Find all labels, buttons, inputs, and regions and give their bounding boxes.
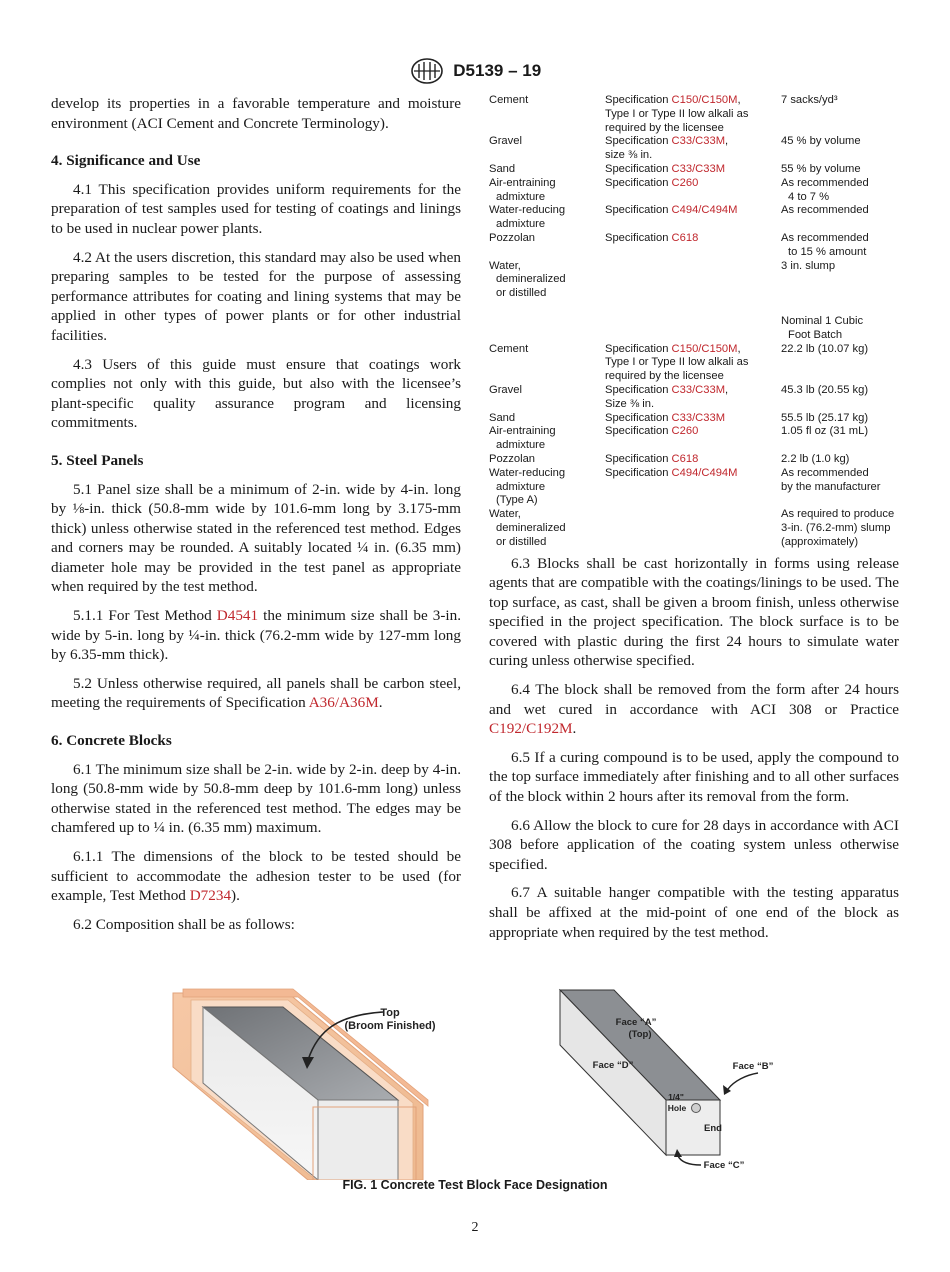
material-text: Water, bbox=[489, 508, 521, 521]
spec-prefix: Specification bbox=[605, 135, 672, 148]
material-text: Pozzolan bbox=[489, 231, 536, 244]
material-cell bbox=[489, 204, 605, 232]
link-d7234[interactable]: D7234 bbox=[189, 887, 232, 905]
top-label: Top bbox=[380, 1007, 400, 1019]
amount-text: As recommended bbox=[781, 204, 869, 217]
material-text: Cement bbox=[489, 342, 529, 355]
paragraph-6-2: 6.2 Composition shall be as follows: bbox=[73, 915, 295, 933]
paragraph-text: 6.1.1 The dimensions of the block to be tested should be sufficient to accommodate the adhesion tester to be used (for example, Test Method bbox=[51, 848, 461, 905]
material-cell bbox=[489, 135, 605, 163]
spec-link[interactable]: C618 bbox=[671, 231, 699, 244]
amount-text: 45.3 lb (20.55 kg) bbox=[781, 383, 869, 396]
spec-prefix: Specification bbox=[605, 466, 672, 479]
spec-detail: Type I or Type II low alkali as bbox=[605, 356, 749, 369]
left-column bbox=[51, 94, 461, 943]
paragraph-6-1-1 bbox=[51, 847, 461, 906]
face-b-label: Face “B” bbox=[732, 1061, 774, 1072]
material-cell bbox=[489, 260, 605, 301]
spec-link[interactable]: C494/C494M bbox=[671, 466, 738, 479]
amount-text: 55 % by volume bbox=[781, 162, 861, 175]
material-text: Water-reducing bbox=[489, 204, 566, 217]
material-text: Cement bbox=[489, 94, 529, 106]
table-row bbox=[489, 135, 899, 163]
amount-cell bbox=[781, 343, 899, 384]
table-spacer bbox=[489, 301, 899, 315]
composition-table bbox=[489, 94, 899, 550]
paragraph-5-2 bbox=[51, 674, 461, 713]
material-cell bbox=[489, 343, 605, 384]
specification-cell bbox=[605, 163, 781, 177]
paragraph-text: . bbox=[378, 694, 383, 712]
spec-detail: required by the licensee bbox=[605, 121, 724, 134]
spec-detail: Type I or Type II low alkali as bbox=[605, 107, 749, 120]
hole-label: Hole bbox=[667, 1103, 687, 1113]
amount-cell bbox=[781, 453, 899, 467]
figure-1 bbox=[168, 985, 788, 1180]
specification-cell bbox=[605, 94, 781, 135]
paragraph-4-3: 4.3 Users of this guide must ensure that coatings work complies not only with this guide, but also with the licensee’s plant-specific quality assurance program and licensing commitments. bbox=[51, 355, 461, 432]
page-header bbox=[0, 56, 950, 86]
material-cell bbox=[489, 412, 605, 426]
material-text: Water, bbox=[489, 259, 521, 272]
block-face-diagram bbox=[560, 990, 774, 1171]
paragraph-text: . bbox=[572, 720, 577, 738]
spec-suffix: , bbox=[737, 342, 741, 355]
spec-suffix: , bbox=[737, 94, 741, 106]
amount-text: Nominal 1 Cubic bbox=[781, 314, 864, 327]
paragraph-6-3: 6.3 Blocks shall be cast horizontally in forms using release agents that are compatible with the coatings/linings to be used. The top surface, as cast, shall be given a broom finish, unless otherwise specified in the project specification. The block surface is to be covered with plastic during the first 24 hours to simulate water curing unless otherwise specified. bbox=[489, 554, 899, 670]
spec-prefix: Specification bbox=[605, 176, 672, 189]
form-with-block bbox=[173, 989, 436, 1180]
amount-cell bbox=[781, 163, 899, 177]
hole-size-label: 1/4" bbox=[668, 1092, 684, 1102]
specification-cell bbox=[605, 425, 781, 453]
amount-cell bbox=[781, 177, 899, 205]
table-row bbox=[489, 204, 899, 232]
material-text: or distilled bbox=[496, 287, 547, 300]
amount-cell bbox=[781, 135, 899, 163]
spec-detail: required by the licensee bbox=[605, 370, 724, 383]
paragraph-text: 5.2 Unless otherwise required, all panels shall be carbon steel, meeting the requirements of Specification bbox=[51, 674, 461, 712]
table-row bbox=[489, 508, 899, 549]
spec-prefix: Specification bbox=[605, 452, 672, 465]
standard-designation: D5139 – 19 bbox=[453, 61, 542, 80]
table-row bbox=[489, 163, 899, 177]
material-cell bbox=[489, 315, 605, 343]
amount-cell bbox=[781, 204, 899, 232]
astm-logo-icon bbox=[409, 56, 445, 86]
amount-text: 7 sacks/yd³ bbox=[781, 94, 838, 106]
face-a-label: Face “A” bbox=[615, 1017, 657, 1028]
material-text: Sand bbox=[489, 162, 516, 175]
spec-detail: size ⅜ in. bbox=[605, 149, 653, 162]
material-text: or distilled bbox=[496, 535, 547, 548]
amount-text: 45 % by volume bbox=[781, 135, 861, 148]
spec-prefix: Specification bbox=[605, 94, 672, 106]
material-text: Gravel bbox=[489, 383, 522, 396]
material-text: Gravel bbox=[489, 135, 522, 148]
paragraph-text: ). bbox=[231, 887, 240, 905]
table-row bbox=[489, 384, 899, 412]
paragraph-text: 6.4 The block shall be removed from the form after 24 hours and wet cured in accordance with ACI 308 or Practice bbox=[489, 681, 899, 718]
table-row bbox=[489, 177, 899, 205]
paragraph-text: the minimum size shall be 3-in. wide by 5-in. long by ¼-in. thick (76.2-mm wide by 127-mm long by 6.35-mm thick). bbox=[51, 607, 462, 664]
spec-suffix: , bbox=[725, 383, 729, 396]
section-4-heading: 4. Significance and Use bbox=[51, 152, 201, 170]
specification-cell bbox=[605, 232, 781, 260]
table-row bbox=[489, 425, 899, 453]
amount-text: Foot Batch bbox=[788, 328, 843, 341]
spec-link[interactable]: C494/C494M bbox=[671, 204, 738, 217]
figure-1-illustration bbox=[168, 985, 788, 1180]
specification-cell bbox=[605, 508, 781, 549]
amount-text: 55.5 lb (25.17 kg) bbox=[781, 411, 869, 424]
amount-cell bbox=[781, 315, 899, 343]
amount-text: 3-in. (76.2-mm) slump bbox=[781, 521, 891, 534]
amount-text: 3 in. slump bbox=[781, 259, 836, 272]
amount-cell bbox=[781, 508, 899, 549]
material-cell bbox=[489, 177, 605, 205]
spec-suffix: , bbox=[725, 135, 729, 148]
spec-link[interactable]: C33/C33M bbox=[671, 383, 726, 396]
paragraph-continuation: develop its properties in a favorable temperature and moisture environment (ACI Cement and Concrete Terminology). bbox=[51, 95, 461, 132]
end-label: End bbox=[704, 1123, 722, 1134]
link-d4541[interactable]: D4541 bbox=[216, 607, 259, 625]
material-cell bbox=[489, 384, 605, 412]
material-text: Pozzolan bbox=[489, 452, 536, 465]
material-text: Sand bbox=[489, 411, 516, 424]
material-text: admixture bbox=[496, 218, 546, 231]
material-cell bbox=[489, 163, 605, 177]
amount-cell bbox=[781, 412, 899, 426]
spec-detail: Size ⅜ in. bbox=[605, 397, 655, 410]
face-a-top-label: (Top) bbox=[628, 1029, 652, 1040]
amount-text: 22.2 lb (10.07 kg) bbox=[781, 342, 869, 355]
broom-finished-label: (Broom Finished) bbox=[344, 1020, 436, 1032]
amount-text: As required to produce bbox=[781, 508, 895, 521]
material-text: admixture bbox=[496, 190, 546, 203]
face-d-label: Face “D” bbox=[592, 1060, 634, 1071]
spec-prefix: Specification bbox=[605, 162, 672, 175]
spec-prefix: Specification bbox=[605, 425, 672, 438]
section-5-heading: 5. Steel Panels bbox=[51, 451, 144, 469]
paragraph-6-1: 6.1 The minimum size shall be 2-in. wide by 2-in. deep by 4-in. long (50.8-mm wide by 50.8-mm deep by 101.6-mm long) unless otherwise stated in the referenced test method. The edges may be chamfered up to ¼ in. (6.35 mm) maximum. bbox=[51, 760, 461, 837]
specification-cell bbox=[605, 204, 781, 232]
spec-link[interactable]: C33/C33M bbox=[671, 135, 726, 148]
amount-text: by the manufacturer bbox=[781, 480, 881, 493]
paragraph-4-1: 4.1 This specification provides uniform requirements for the preparation of test samples used for testing of coatings and linings to be used in nuclear power plants. bbox=[51, 180, 461, 237]
table-row bbox=[489, 315, 899, 343]
paragraph-6-5: 6.5 If a curing compound is to be used, apply the compound to the top surface immediately after finishing and to all other surfaces of the block within 2 hours after its removal from the form. bbox=[489, 748, 899, 806]
material-text: Air-entraining bbox=[489, 176, 556, 189]
material-cell bbox=[489, 94, 605, 135]
amount-text: 4 to 7 % bbox=[788, 190, 830, 203]
table-row bbox=[489, 412, 899, 426]
amount-cell bbox=[781, 94, 899, 135]
material-cell bbox=[489, 508, 605, 549]
material-cell bbox=[489, 232, 605, 260]
specification-cell bbox=[605, 315, 781, 343]
spec-link[interactable]: C618 bbox=[671, 452, 699, 465]
page-number: 2 bbox=[471, 1220, 479, 1235]
amount-cell bbox=[781, 467, 899, 508]
amount-text: As recommended bbox=[781, 231, 869, 244]
material-text: (Type A) bbox=[496, 494, 538, 507]
material-text: demineralized bbox=[496, 273, 566, 286]
specification-cell bbox=[605, 135, 781, 163]
material-text: admixture bbox=[496, 439, 546, 452]
spec-prefix: Specification bbox=[605, 342, 672, 355]
specification-cell bbox=[605, 260, 781, 301]
material-cell bbox=[489, 453, 605, 467]
spec-prefix: Specification bbox=[605, 231, 672, 244]
paragraph-4-2: 4.2 At the users discretion, this standard may also be used when preparing samples to be tested for the purpose of assessing performance attributes for coating and lining systems that may be applied in other types of power plants or for other industrial facilities. bbox=[51, 248, 461, 344]
spec-prefix: Specification bbox=[605, 411, 672, 424]
amount-text: 2.2 lb (1.0 kg) bbox=[781, 452, 850, 465]
material-text: Water-reducing bbox=[489, 466, 566, 479]
specification-cell bbox=[605, 177, 781, 205]
figure-caption: FIG. 1 Concrete Test Block Face Designation bbox=[342, 1178, 608, 1192]
specification-cell bbox=[605, 343, 781, 384]
material-cell bbox=[489, 467, 605, 508]
material-text: Air-entraining bbox=[489, 425, 556, 438]
amount-text: As recommended bbox=[781, 466, 869, 479]
amount-cell bbox=[781, 384, 899, 412]
specification-cell bbox=[605, 453, 781, 467]
spec-link[interactable]: C260 bbox=[671, 425, 699, 438]
spec-link[interactable]: C150/C150M bbox=[671, 94, 738, 106]
paragraph-6-7: 6.7 A suitable hanger compatible with the testing apparatus shall be affixed at the mid-point of one end of the block as appropriate when required by the test method. bbox=[489, 884, 899, 941]
link-c192[interactable]: C192/C192M bbox=[489, 720, 573, 738]
amount-text: 1.05 fl oz (31 mL) bbox=[781, 425, 869, 438]
amount-text: to 15 % amount bbox=[788, 245, 867, 258]
spec-link[interactable]: C33/C33M bbox=[671, 411, 726, 424]
amount-text: (approximately) bbox=[781, 535, 859, 548]
table-row bbox=[489, 94, 899, 135]
specification-cell bbox=[605, 384, 781, 412]
paragraph-5-1: 5.1 Panel size shall be a minimum of 2-in. wide by 4-in. long by ⅛-in. thick (50.8-mm wide by 101.6-mm long by 3.175-mm thick) unless otherwise stated in the referenced test method. Edges and corners may be rounded. A suitably located ¼ in. (6.35 mm) diameter hole may be provided in the test panel as appropriate when required by the test method. bbox=[51, 480, 461, 596]
spec-link[interactable]: C260 bbox=[671, 176, 699, 189]
amount-cell bbox=[781, 232, 899, 260]
table-row bbox=[489, 467, 899, 508]
paragraph-6-6: 6.6 Allow the block to cure for 28 days in accordance with ACI 308 before application of the coating system unless otherwise specified. bbox=[489, 816, 899, 873]
spec-link[interactable]: C150/C150M bbox=[671, 342, 738, 355]
spec-prefix: Specification bbox=[605, 383, 672, 396]
right-column bbox=[489, 94, 899, 951]
link-a36[interactable]: A36/A36M bbox=[308, 694, 379, 712]
amount-cell bbox=[781, 260, 899, 301]
spec-link[interactable]: C33/C33M bbox=[671, 162, 726, 175]
material-text: demineralized bbox=[496, 521, 566, 534]
amount-cell bbox=[781, 425, 899, 453]
paragraph-6-4 bbox=[489, 680, 899, 739]
specification-cell bbox=[605, 467, 781, 508]
table-row bbox=[489, 260, 899, 301]
specification-cell bbox=[605, 412, 781, 426]
section-6-heading: 6. Concrete Blocks bbox=[51, 732, 172, 750]
material-text: admixture bbox=[496, 480, 546, 493]
table-row bbox=[489, 453, 899, 467]
amount-text: As recommended bbox=[781, 176, 869, 189]
paragraph-text: 5.1.1 For Test Method bbox=[73, 607, 212, 625]
table-row bbox=[489, 343, 899, 384]
material-cell bbox=[489, 425, 605, 453]
spec-prefix: Specification bbox=[605, 204, 672, 217]
face-c-label: Face “C” bbox=[703, 1160, 745, 1171]
table-row bbox=[489, 232, 899, 260]
paragraph-5-1-1 bbox=[51, 606, 461, 665]
